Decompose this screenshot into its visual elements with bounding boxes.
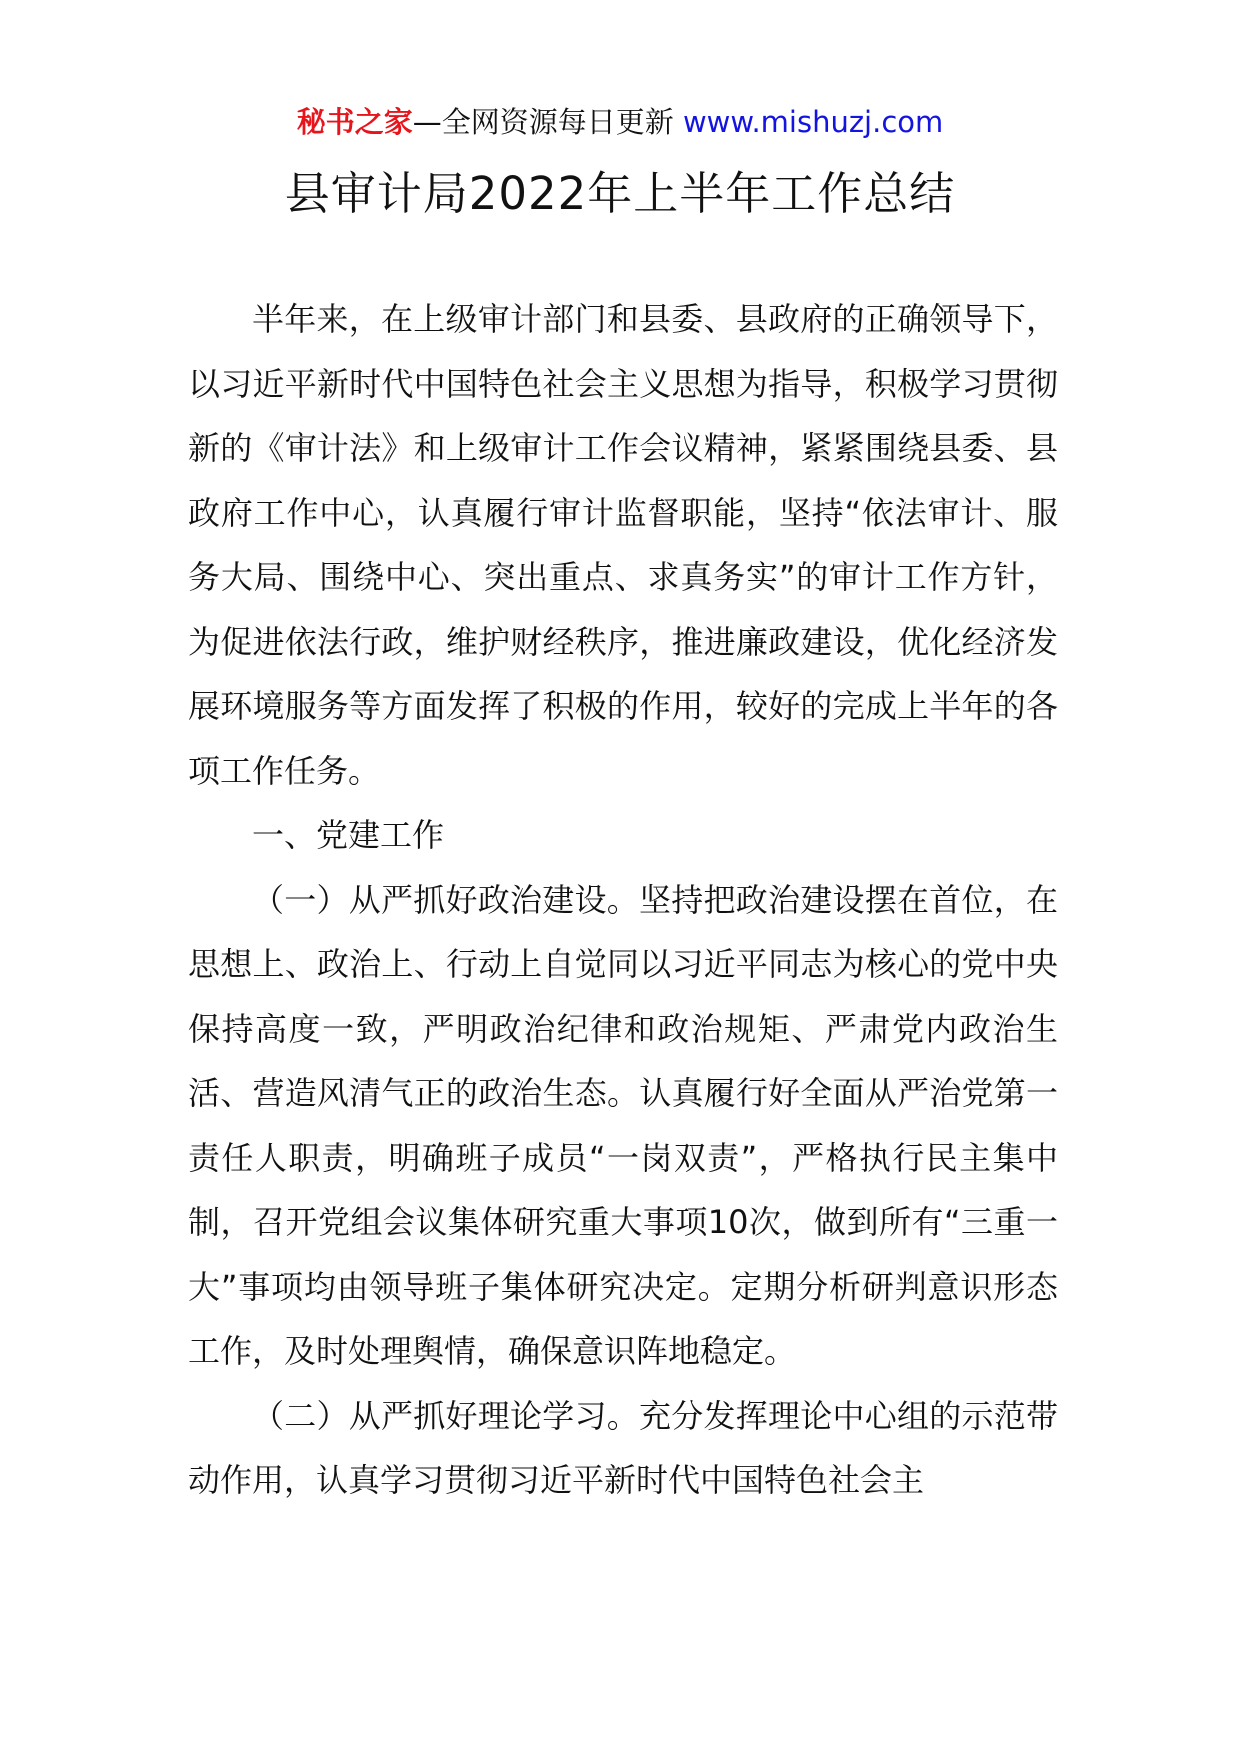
document-title: 县审计局2022年上半年工作总结 [284,167,956,220]
subsection-paragraph-2: （二）从严抓好理论学习。充分发挥理论中心组的示范带动作用，认真学习贯彻习近平新时代中国特色社会主 [188,1396,1058,1499]
site-header [0,102,1240,142]
document-body [188,287,1058,1513]
intro-paragraph: 半年来，在上级审计部门和县委、县政府的正确领导下，以习近平新时代中国特色社会主义思想为指导，积极学习贯彻新的《审计法》和上级审计工作会议精神，紧紧围绕县委、县政府工作中心，认真履行审计监督职能，坚持“依法审计、服务大局、围绕中心、突出重点、求真务实”的审计工作方针，为促进依法行政，维护财经秩序，推进廉政建设，优化经济发展环境服务等方面发挥了积极的作用，较好的完成上半年的各项工作任务。 [188,300,1058,790]
site-url[interactable]: www.mishuzj.com [682,105,944,139]
section-heading: 一、党建工作 [252,816,445,854]
subsection-paragraph-1: （一）从严抓好政治建设。坚持把政治建设摆在首位，在思想上、政治上、行动上自觉同以习近平同志为核心的党中央保持高度一致，严明政治纪律和政治规矩、严肃党内政治生活、营造风清气正的政治生态。认真履行好全面从严治党第一责任人职责，明确班子成员“一岗双责”，严格执行民主集中制，召开党组会议集体研究重大事项10次，做到所有“三重一大”事项均由领导班子集体研究决定。定期分析研判意识形态工作，及时处理舆情，确保意识阵地稳定。 [188,880,1058,1370]
header-tagline: —全网资源每日更新 [412,105,674,139]
brand-name: 秘书之家 [296,105,413,139]
